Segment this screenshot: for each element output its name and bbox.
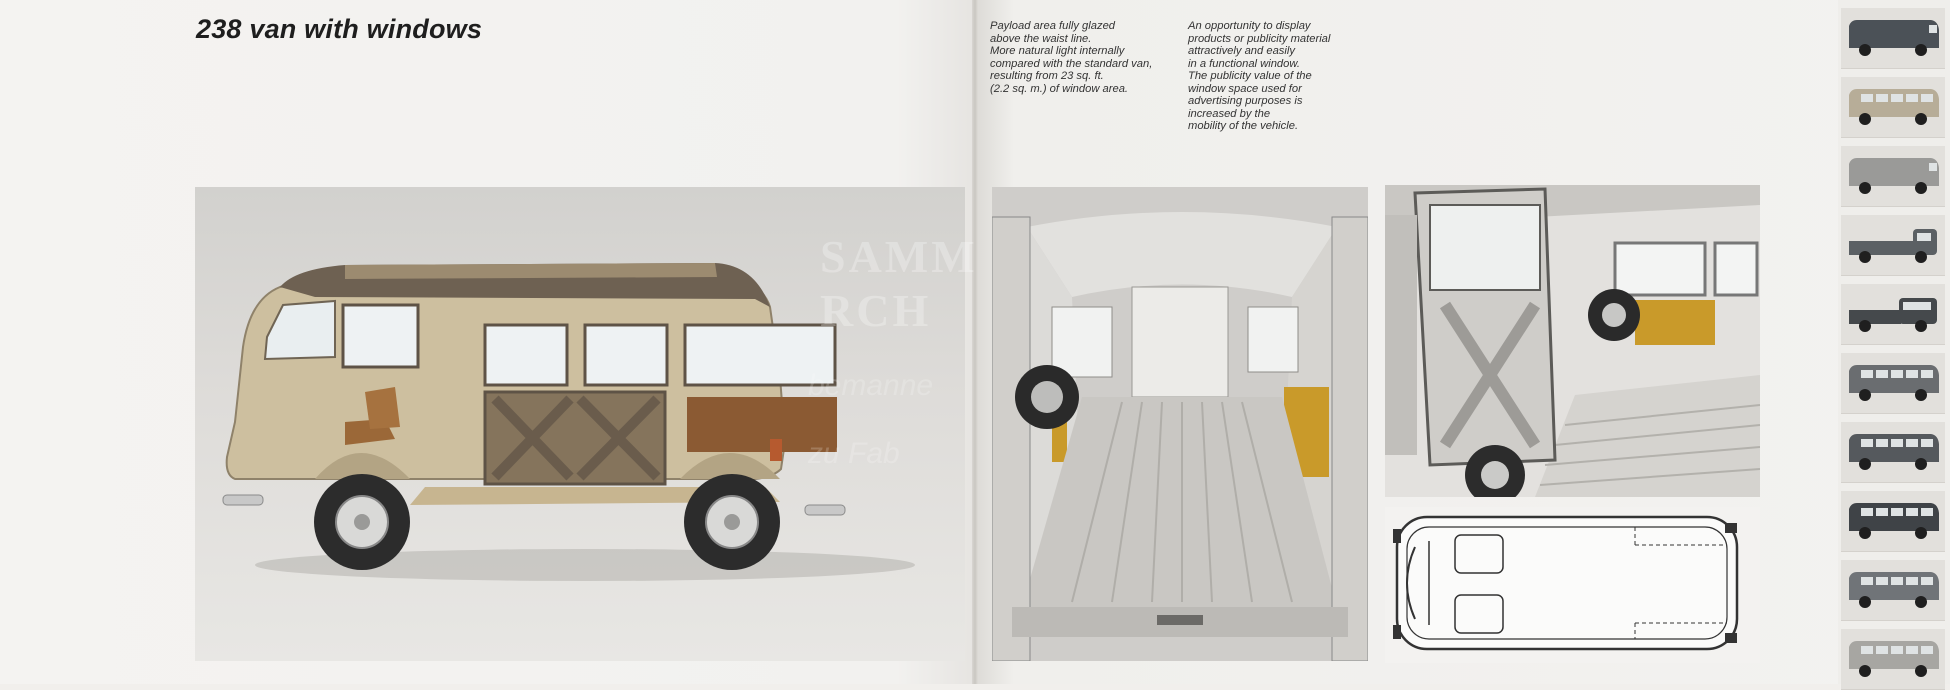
van-variant-icon: [1841, 629, 1945, 689]
page-title: 238 van with windows: [196, 14, 483, 44]
van-variant-icon: [1841, 8, 1945, 68]
model-thumbnail: [1841, 353, 1945, 414]
van-variant-icon: [1841, 491, 1945, 551]
van-variant-icon: [1841, 284, 1945, 344]
caption-glazing: Payload area fully glazed above the waist line. More natural light internally compared with the standard van, resulting from 23 sq. ft. (2.2 sq. m.) of window area.: [990, 20, 1153, 95]
model-thumbnail: [1841, 215, 1945, 276]
model-thumbnail: [1841, 8, 1945, 69]
van-variant-icon: [1841, 422, 1945, 482]
model-thumbnail-strip: [1838, 0, 1950, 684]
van-side-door-photo: [1385, 185, 1760, 497]
van-variant-icon: [1841, 353, 1945, 413]
van-plan-drawing: [1385, 507, 1760, 663]
van-variant-icon: [1841, 146, 1945, 206]
model-thumbnail: [1841, 77, 1945, 138]
van-variant-icon: [1841, 215, 1945, 275]
model-thumbnail: [1841, 491, 1945, 552]
model-thumbnail: [1841, 422, 1945, 483]
model-thumbnail: [1841, 284, 1945, 345]
archive-watermark-sub: bemanne zu Fab: [808, 369, 934, 470]
model-thumbnail: [1841, 146, 1945, 207]
van-variant-icon: [1841, 77, 1945, 137]
model-thumbnail: [1841, 629, 1945, 690]
model-thumbnail: [1841, 560, 1945, 621]
caption-publicity: An opportunity to display products or publicity material attractively and easily in a functional window. The publicity value of the window space used for advertising purposes is increased by the mobility of the vehicle.: [1188, 20, 1331, 132]
archive-watermark: SAMM RCH: [820, 231, 978, 336]
van-variant-icon: [1841, 560, 1945, 620]
van-interior-photo: [992, 187, 1368, 661]
book-spine: [972, 0, 978, 684]
